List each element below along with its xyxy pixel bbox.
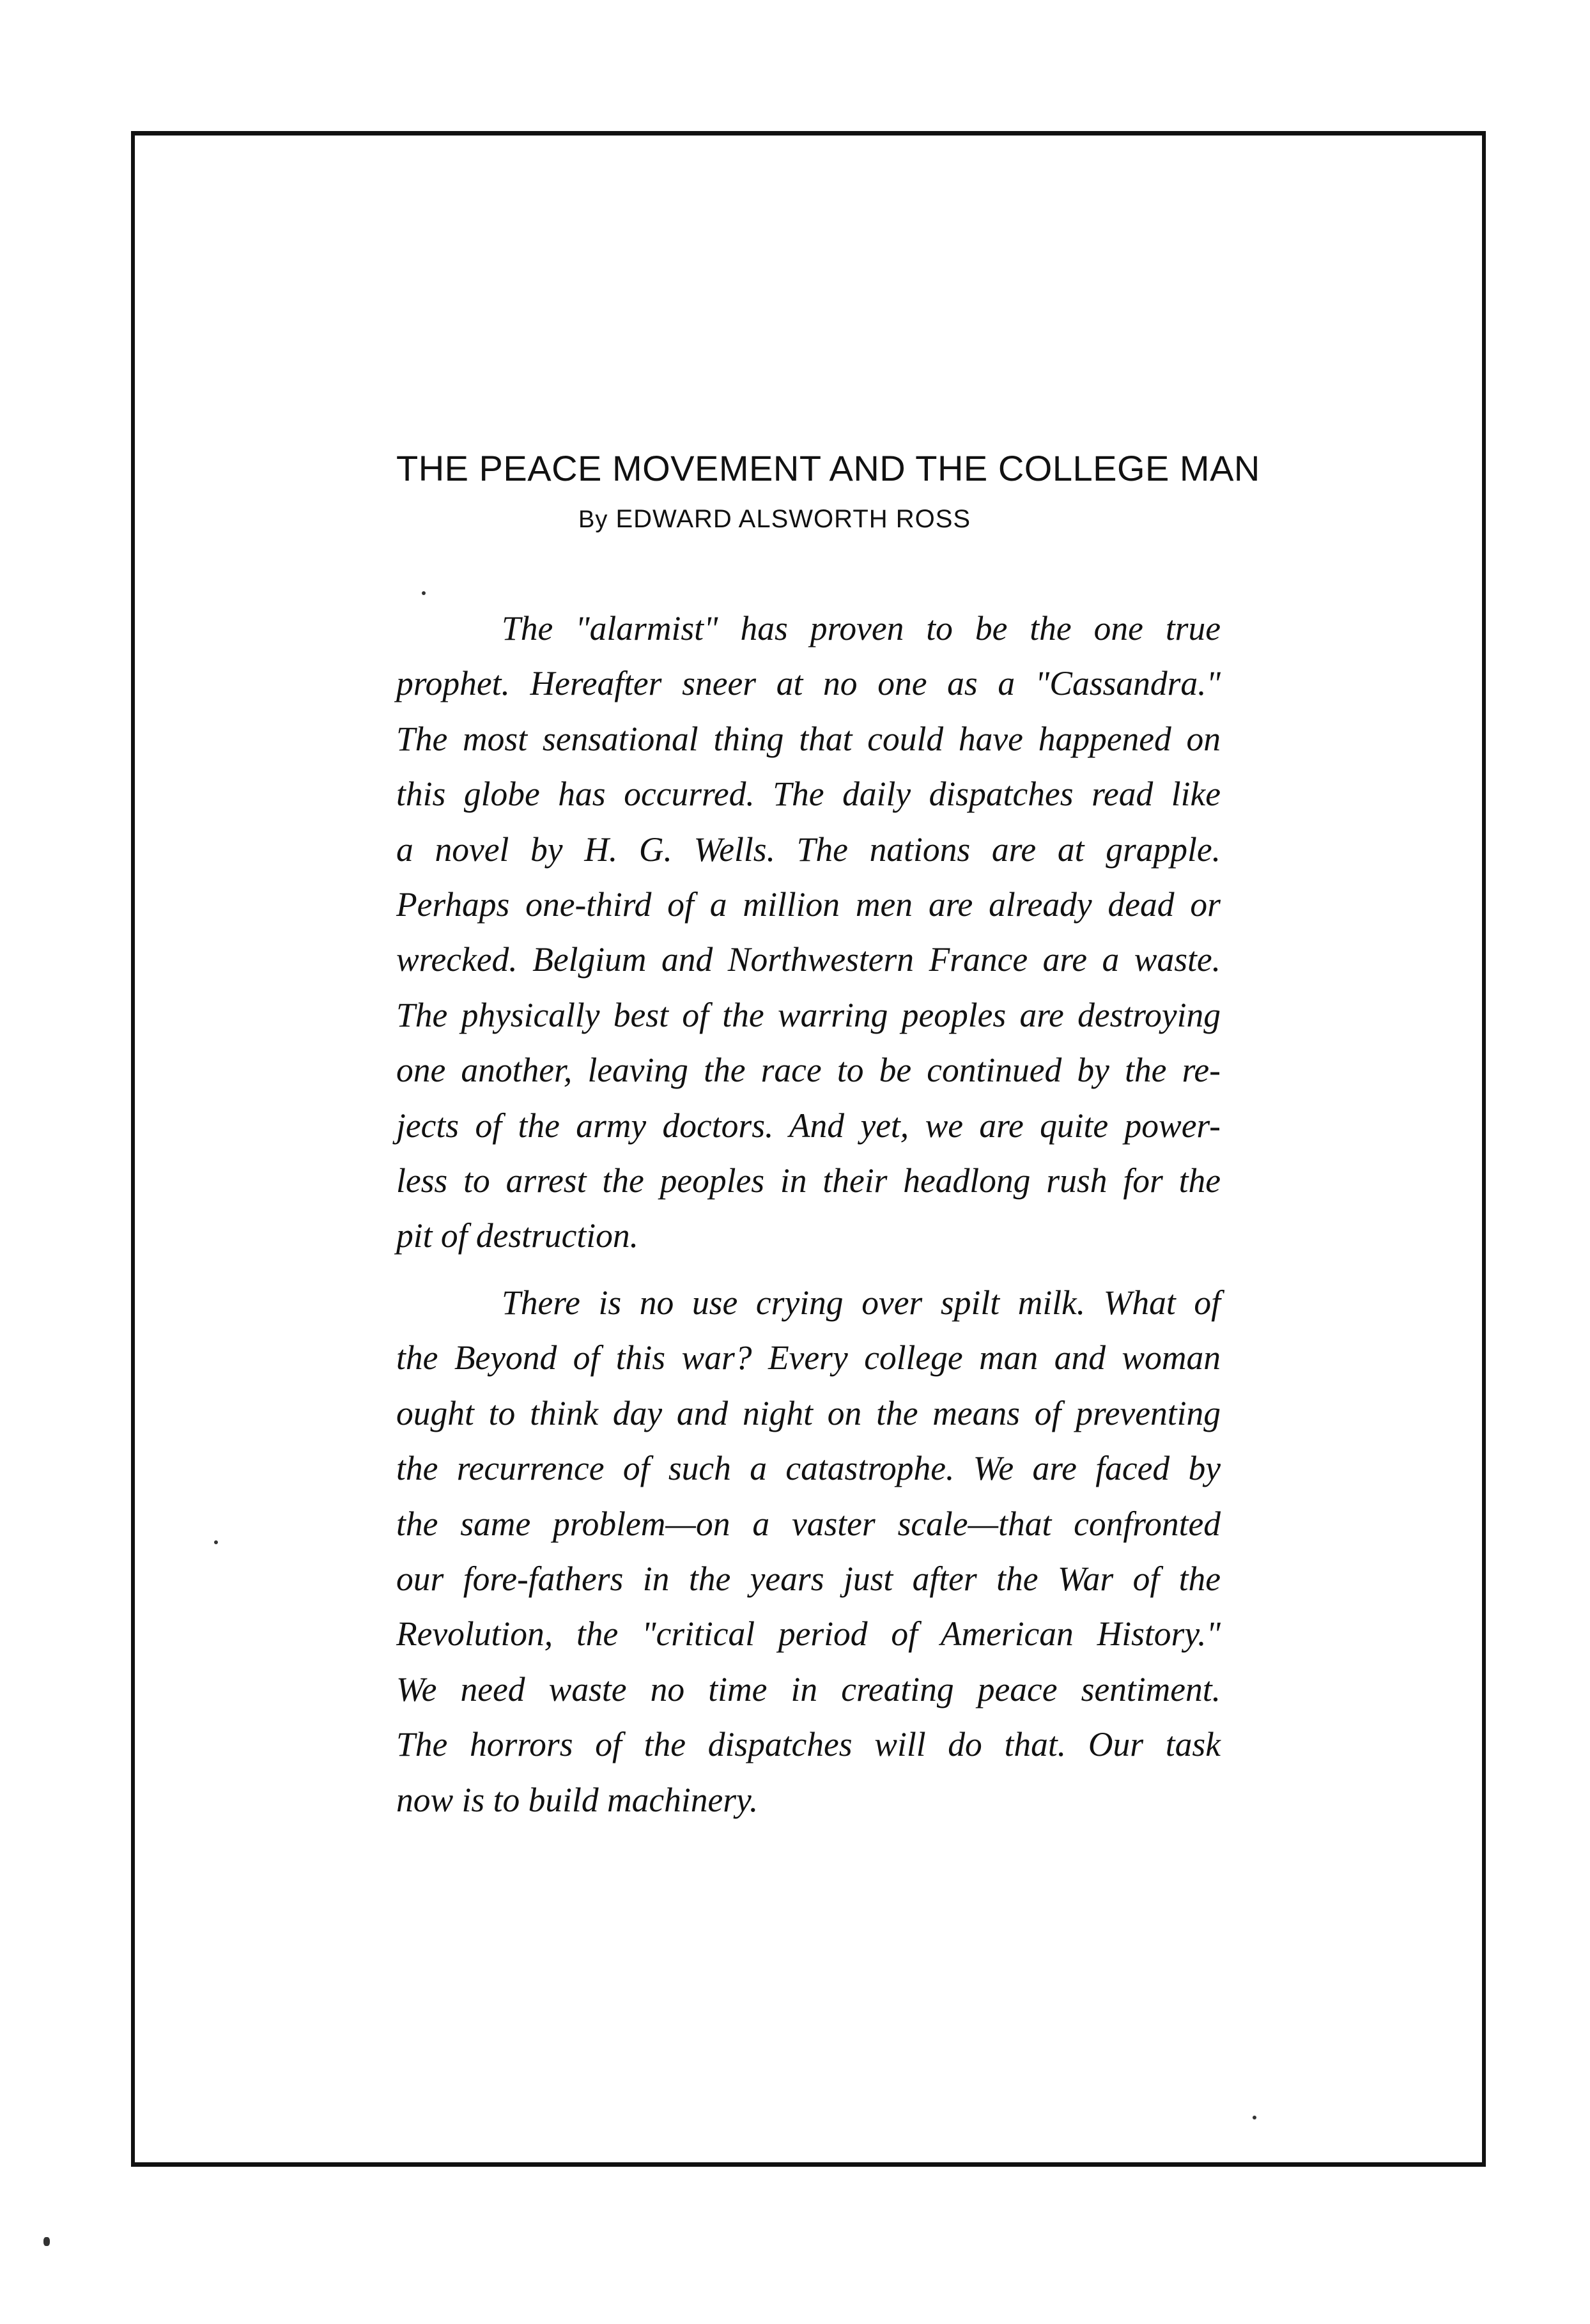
- text-line: the same problem—on a vaster scale—that confronted: [396, 1504, 1221, 1543]
- paragraph-1: [396, 601, 1221, 1264]
- byline-prefix: By: [578, 506, 608, 533]
- text-line: the recurrence of such a catastrophe. We are faced by: [396, 1449, 1221, 1488]
- print-speck: [43, 2237, 50, 2246]
- text-line: a novel by H. G. Wells. The nations are at grapple.: [396, 830, 1221, 869]
- text-line: wrecked. Belgium and Northwestern France are a waste.: [396, 940, 1221, 979]
- print-speck: [1253, 2116, 1256, 2119]
- text-line: We need waste no time in creating peace sentiment.: [396, 1669, 1221, 1708]
- text-line: our fore-fathers in the years just after the War of the: [396, 1559, 1221, 1598]
- article-title: THE PEACE MOVEMENT AND THE COLLEGE MAN: [396, 448, 1260, 488]
- paragraph-2: [396, 1275, 1221, 1827]
- text-line: prophet. Hereafter sneer at no one as a "Cassandra.": [396, 664, 1221, 703]
- print-speck: [214, 1540, 218, 1544]
- text-line: Perhaps one-third of a million men are already dead or: [396, 885, 1221, 924]
- article-body: [396, 601, 1221, 1839]
- text-line: The most sensational thing that could have happened on: [396, 719, 1221, 758]
- text-line: There is no use crying over spilt milk. What of: [502, 1283, 1221, 1322]
- text-line: the Beyond of this war? Every college man and woman: [396, 1338, 1221, 1377]
- text-line: jects of the army doctors. And yet, we are quite power-: [396, 1106, 1221, 1145]
- text-line: The physically best of the warring peoples are destroying: [396, 995, 1221, 1034]
- text-line: The horrors of the dispatches will do that. Our task: [396, 1725, 1221, 1764]
- text-line: The "alarmist" has proven to be the one true: [502, 609, 1221, 647]
- text-line: less to arrest the peoples in their headlong rush for the: [396, 1161, 1221, 1200]
- text-line: one another, leaving the race to be continued by the re-: [396, 1051, 1221, 1090]
- author-name: EDWARD ALSWORTH ROSS: [615, 505, 971, 533]
- print-speck: [422, 591, 426, 595]
- byline: [578, 505, 971, 534]
- text-line: ought to think day and night on the means of preventing: [396, 1393, 1221, 1432]
- text-line: pit of destruction.: [396, 1216, 638, 1255]
- text-line: Revolution, the "critical period of American History.": [396, 1615, 1221, 1654]
- text-line: now is to build machinery.: [396, 1780, 759, 1819]
- text-line: this globe has occurred. The daily dispatches read like: [396, 775, 1221, 814]
